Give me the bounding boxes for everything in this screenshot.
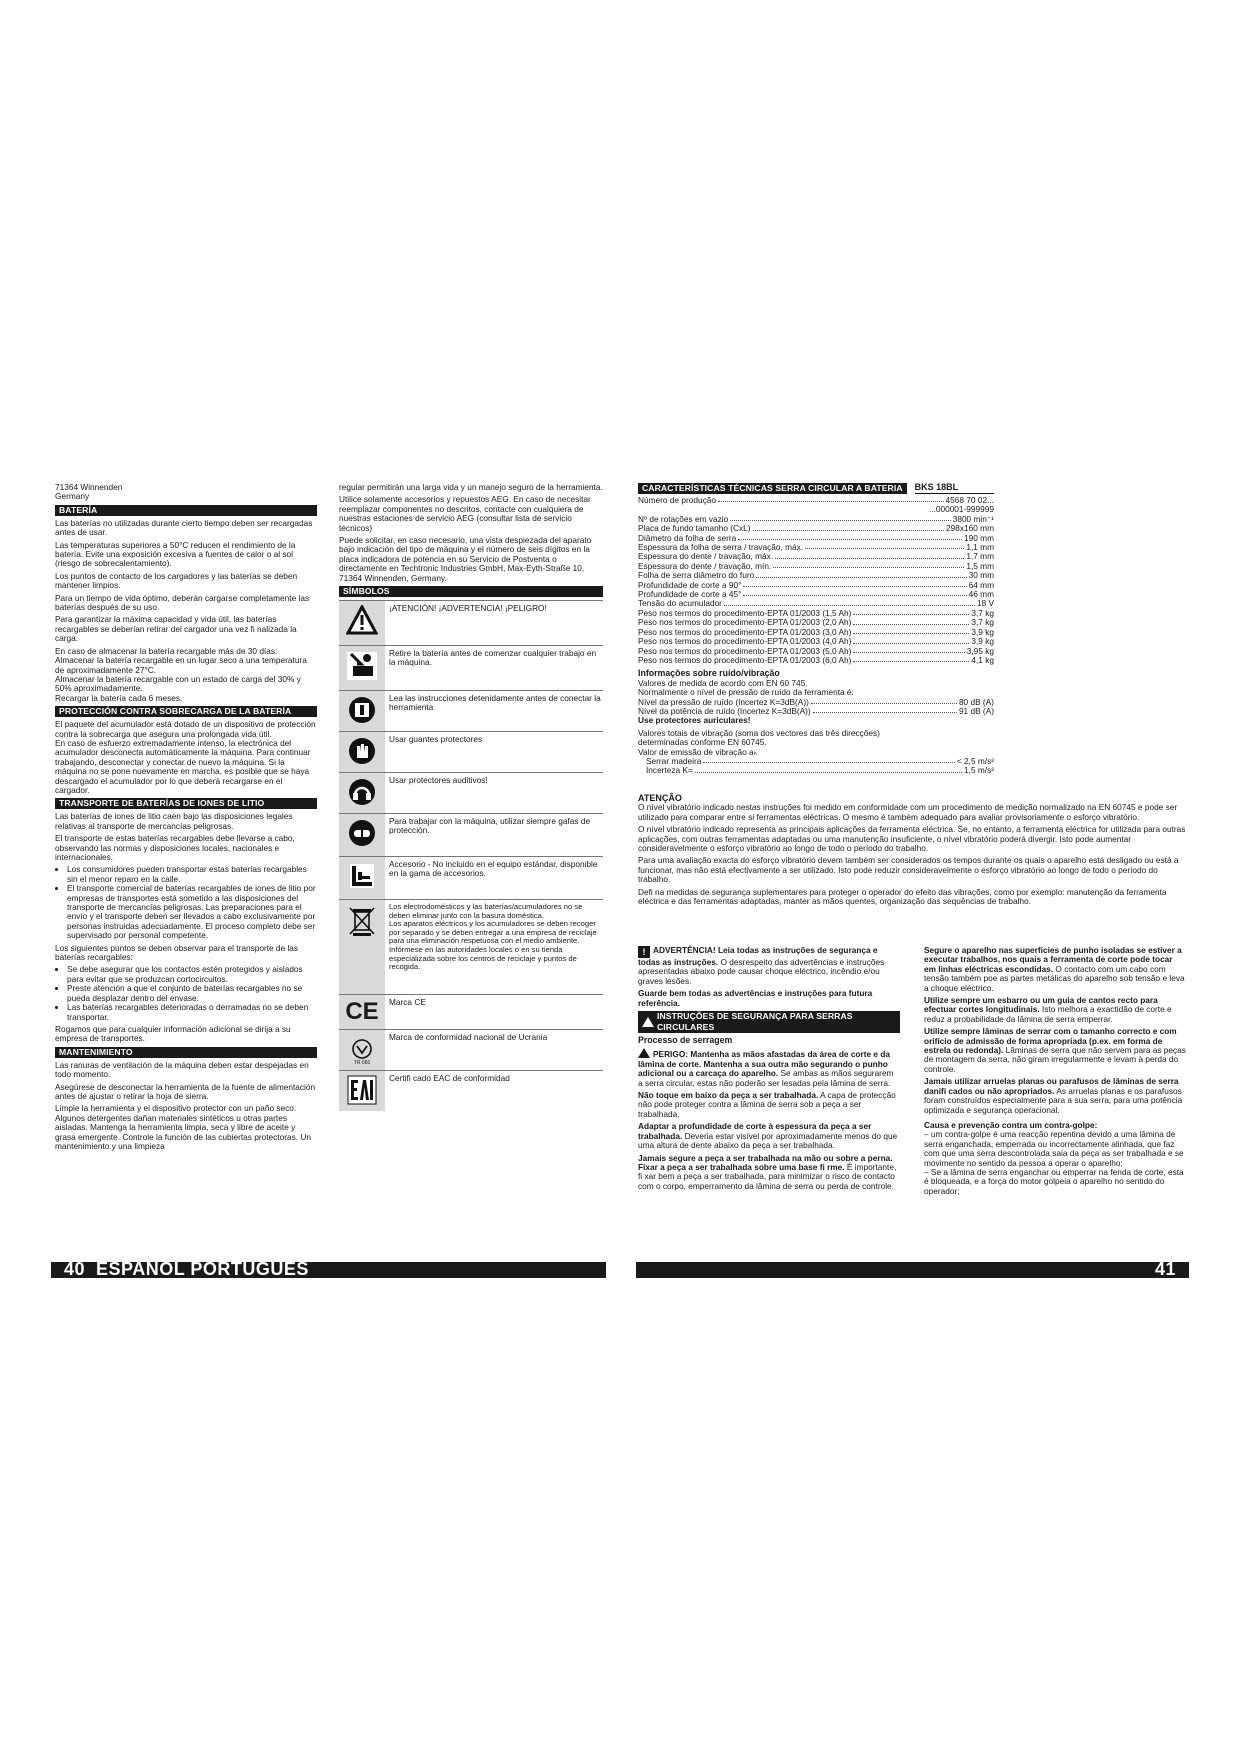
paragraph: Utilice solamente accesorios y repuestos AEG. En caso de necesitar reemplazar componentes no descritos, contacte con cualquiera de nuestras estaciones de servicio AEG (consultar lista de servicio técnicos) xyxy=(339,494,591,533)
footer-bar-right xyxy=(636,1262,1189,1278)
spec-value: 91 dB (A) xyxy=(958,706,994,716)
attention-block xyxy=(638,794,1186,909)
vibration-table xyxy=(638,757,994,776)
p2-bold: Adaptar a profundidade de corte à espessura da peça a ser trabalhada. xyxy=(638,1121,872,1141)
paragraph: Valores de medida de acordo com EN 60 745. Normalmente o nível de pressão de ruído da ferramenta é: xyxy=(638,677,854,698)
spec-row xyxy=(638,524,994,533)
leader-dots xyxy=(695,766,962,772)
conformity-code: TR 066 xyxy=(353,1060,371,1067)
spec-row xyxy=(638,496,994,505)
paragraph: Limpie la herramienta y el dispositivo protector con un paño seco. Algunos detergentes dañan materiales sintéticos u otras partes aisladas. Mantenga la herramienta limpia, seca y libre de aceite y grasa emergente. Controle la función de las cubiertas protectoras. Un mantenimiento y una limpieza xyxy=(55,1103,311,1151)
symbol-row xyxy=(339,691,603,732)
spec-label: Serrar madeira xyxy=(646,756,702,766)
ear-note: Use protectores auriculares! xyxy=(638,715,751,726)
section-header-battery: BATERÍA xyxy=(55,505,317,516)
spec-label: Profundidade de corte a 45° xyxy=(638,590,742,600)
spec-row xyxy=(638,618,994,627)
paragraph: Para garantizar la máxima capacidad y vida útil, las baterías recargables se deberían retirar del cargador una vez fi nalizada la carga. xyxy=(55,614,297,644)
p2-text: Deveria estar visível por aproximadamente menos do que uma altura de dente abaixo da peça a ser trabalhada. xyxy=(638,1130,898,1151)
list-item: • Las baterías recargables deterioradas o derramadas no se deben transportar. xyxy=(67,1003,317,1022)
symbol-text: Usar protectores auditivos! xyxy=(389,775,488,786)
address-line: 71364 Winnenden xyxy=(55,482,123,492)
danger-text: Se ambas as mãos segurarem a serra circular, estas não poderão ser lesadas pela lâmina de serra. xyxy=(638,1068,894,1088)
paragraph: Las baterías no utilizadas durante cierto tiempo deben ser recargadas antes de usar. xyxy=(55,517,313,538)
spec-row xyxy=(638,590,994,599)
paragraph: Los siguientes puntos se deben observar para el transporte de las baterías recargables: xyxy=(55,942,299,963)
p1-bold: Não toque em baixo da peça a ser trabalhada. xyxy=(638,1090,819,1101)
symbol-row xyxy=(339,857,603,900)
p3-text: Lâminas de serra que não servem para as peças de montagem da serra, não giram irregularmente e levam à perda do controle. xyxy=(924,1045,1186,1074)
spec-label: Peso nos termos do procedimento-EPTA 01/2003 (4,0 Ah) xyxy=(638,637,852,647)
paragraph: En caso de almacenar la batería recargable más de 30 días: Almacenar la batería recargable en un lugar seco a una temperatura de aproximadamente 27°C. Almacenar la batería recargable con un estado de carga del 30% y 50% aproximadamente. Recargar la batería cada 6 meses. xyxy=(55,645,307,703)
warning-paragraph xyxy=(638,946,900,986)
spec-value: 190 mm xyxy=(964,533,994,543)
p4-text: As arruelas planas e os parafusos foram construídos especialmente para a sua serra, para uma potência optimizada e segurança operacional. xyxy=(924,1085,1183,1115)
spec-label: Placa de fundo tamanho (CxL) xyxy=(638,524,751,534)
p3-bold: Jamais segure a peça a ser trabalhada na mão ou sobre a perna. Fixar a peça a ser trabalhada sobre uma base fi rme. xyxy=(638,1152,893,1172)
specs-block xyxy=(638,483,994,776)
left-column-1 xyxy=(55,483,317,1154)
paragraph: Las baterías de iones de litio caen bajo las disposiciones legales relativas al transporte de mercancías peligrosas. xyxy=(55,811,293,831)
p3-bold: Utilize sempre lâminas de serrar com o tamanho correcto e com orifício de admissão de forma apropriada (p.ex. em forma de estrela ou redonda). xyxy=(924,1026,1177,1056)
warning-bold: ADVERTÊNCIA! Leia todas as instruções de segurança e todas as instruções. xyxy=(638,945,878,967)
paragraph: Para uma avaliação exacta do esforço vibratório devem também ser considerados os tempos durante os quais o aparelho está desligado ou está a funcionar, mas não está efectivamente a ser utilizado. Isto pode reduzir consideravelmente o esforço vibratório ao longo de todo o período do trabalho. xyxy=(638,855,1179,885)
leader-dots xyxy=(738,534,962,540)
goggles-icon xyxy=(339,814,385,856)
p4-bold: Jamais utilizar arruelas planas ou parafusos de lâminas de serra danifi cados ou não apropriados. xyxy=(924,1076,1179,1096)
gloves-icon xyxy=(339,732,385,772)
right-lower-column-1 xyxy=(638,946,900,1194)
symbols-table xyxy=(339,600,603,1111)
attention-title: ATENÇÃO xyxy=(638,793,682,803)
p1-text: O contacto com um cabo com tensão também poe as partes metálicas do aparelho sob tensão e leva a choque eléctrico. xyxy=(924,963,1185,993)
spec-label: Peso nos termos do procedimento-EPTA 01/2003 (3,0 Ah) xyxy=(638,627,852,637)
symbol-row xyxy=(339,646,603,691)
spec-value: 1,7 mm xyxy=(966,552,994,562)
spec-row xyxy=(638,562,994,571)
spec-value: 1,5 m/s² xyxy=(964,766,994,776)
paragraph: Las ranuras de ventilación de la máquina deben estar despejadas en todo momento. xyxy=(55,1059,309,1080)
paragraph: Defi na medidas de segurança suplementares para proteger o operador do efeito das vibrações, como por exemplo: manutenção da ferramenta eléctrica e das ferramentas adaptadas, manter as mãos quentes, organização das sequências de trabalho. xyxy=(638,886,1167,907)
spec-label: Profundidade de corte a 90° xyxy=(638,580,742,590)
ear-protection-icon xyxy=(339,773,385,813)
spec-label: Espessura da folha de serra / travação, máx. xyxy=(638,543,804,553)
paragraph: El paquete del acumulador está dotado de un dispositivo de protección contra la sobrecarga que asegura una prolongada vida útil. En caso de esfuerzo extremadamente intenso, la electrónica del acumulador desconecta automáticamente la máquina. Para continuar trabajando, desconectar y conectar de nuevo la máquina. Si la máquina no se pone nuevamente en marcha, es posible que se haya descargado el acumulador por lo que deberá recargarse en el cargador. xyxy=(55,719,316,795)
spec-row xyxy=(638,552,994,561)
paragraph xyxy=(924,1077,1186,1115)
paragraph: – um contra-golpe é uma reacção repentina devido a uma lâmina de serra enganchada, emperrada ou incorrectamente alinhada, que faz com que uma serra descontrolada saia da peça as ser trabalhada e se movimente no sentido da pessoa a operar o aparelho; xyxy=(924,1129,1184,1168)
noise-title: Informações sobre ruído/vibração xyxy=(638,668,780,679)
paragraph: Para un tiempo de vida óptimo, deberán cargarse completamente las baterías después de su uso. xyxy=(55,592,310,613)
safety-header-label: INSTRUÇÕES DE SEGURANÇA PARA SERRAS CIRCULARES xyxy=(657,1011,853,1033)
spec-label: Incerteza K= xyxy=(646,766,693,776)
spec-label: Folha de serra diâmetro do furo xyxy=(638,571,755,581)
spec-row xyxy=(638,515,994,524)
spec-label: Diâmetro da folha de serra xyxy=(638,533,737,543)
specs-header-row xyxy=(638,483,994,494)
paragraph: Valores totais de vibração (soma dos vectores das três direcções) determinadas conforme EN 60745. Valor de emissão de vibração aₕ xyxy=(638,727,880,757)
symbol-text: ¡ATENCIÓN! ¡ADVERTENCIA! ¡PELIGRO! xyxy=(389,603,547,614)
warning-text: O desrespeito das advertências e instruções apresentadas abaixo pode causar choque eléctrico, incêndio e/ou graves lesões. xyxy=(638,957,885,986)
paragraph: El transporte de estas baterías recargables debe llevarse a cabo, observando las normas y disposiciones locales, nacionales e internacionales. xyxy=(55,833,295,862)
spec-row xyxy=(638,505,994,514)
spec-value: 3800 min⁻¹ xyxy=(952,514,994,524)
spec-label: Peso nos termos do procedimento-EPTA 01/2003 (6,0 Ah) xyxy=(638,655,852,665)
spec-value: < 2,5 m/s² xyxy=(956,756,994,766)
spec-value: 30 mm xyxy=(968,571,994,581)
section-header-transport: TRANSPORTE DE BATERÍAS DE IONES DE LITIO xyxy=(55,798,317,809)
paragraph xyxy=(638,1091,900,1119)
spec-value: ...000001-999999 xyxy=(928,505,994,515)
warning-icon: ! xyxy=(638,946,650,958)
spec-row xyxy=(638,571,994,580)
symbol-text: Certifi cado EAC de conformidad xyxy=(389,1073,510,1084)
leader-dots xyxy=(730,515,951,521)
leader-dots xyxy=(773,562,964,568)
spec-value: 80 dB (A) xyxy=(958,697,994,707)
spec-value: 4,1 kg xyxy=(971,655,994,665)
spec-row xyxy=(638,543,994,552)
symbol-text: Lea las instrucciones detenidamente antes de conectar la herramienta xyxy=(389,693,601,713)
symbol-text: Para trabajar con la máquina, utilizar siempre gafas de protección. xyxy=(389,816,591,836)
p1-text: A capa de protecção não pode proteger contra a lâmina de serra sob a peça a ser trabalhada. xyxy=(638,1090,896,1119)
symbol-row xyxy=(339,900,603,995)
symbol-text: Marca CE xyxy=(389,997,426,1008)
leader-dots xyxy=(853,656,969,662)
spec-value: 3,7 kg xyxy=(971,608,994,618)
spec-label: Espessura do dente / travação, máx. xyxy=(638,552,774,562)
leader-dots xyxy=(853,647,964,653)
kickback-title: Causa e prevenção contra um contra-golpe: xyxy=(924,1119,1098,1130)
list-item: • Los consumidores pueden transportar estas baterías recargables sin el menor reparo en la calle. xyxy=(67,865,317,884)
eac-mark-icon xyxy=(339,1071,385,1111)
spec-row xyxy=(638,698,994,707)
paragraph: regular permitirán una larga vida y un manejo seguro de la herramienta. xyxy=(339,482,603,492)
paragraph xyxy=(924,996,1186,1024)
symbol-text: Accesorio - No incluido en el equipo estándar, disponible en la gama de accesorios. xyxy=(389,859,598,879)
spec-value: 3,7 kg xyxy=(971,618,994,628)
spec-row xyxy=(638,581,994,590)
leader-dots xyxy=(853,628,969,634)
keep-note: Guarde bem todas as advertências e instruções para futura referência. xyxy=(638,988,873,1008)
list-item: • Preste atención a que el conjunto de baterías recargables no se pueda desplazar dentro del envase. xyxy=(67,984,317,1003)
paragraph: Las temperaturas superiores a 50°C reducen el rendimiento de la batería. Evite una exposición excesiva a fuentes de calor o al sol (riesgo de sobrecalentamiento). xyxy=(55,539,296,569)
battery-section xyxy=(55,519,317,703)
page-number-right: 41 xyxy=(1155,1259,1177,1279)
symbol-row xyxy=(339,995,603,1030)
danger-triangle-icon xyxy=(638,1048,650,1058)
spec-row xyxy=(638,534,994,543)
spec-value: 3,9 kg xyxy=(971,637,994,647)
accessory-icon xyxy=(339,857,385,899)
symbol-row xyxy=(339,1071,603,1111)
page-number-left: 40 ESPAÑOL PORTUGUES xyxy=(64,1259,309,1279)
leader-dots xyxy=(775,552,964,558)
leader-dots xyxy=(813,707,957,713)
spec-label: Tensão do acumulador xyxy=(638,599,722,609)
symbol-text: Marca de conformidad nacional de Ucrania xyxy=(389,1032,548,1043)
process-title: Processo de serragem xyxy=(638,1035,733,1046)
spec-value: 1,1 mm xyxy=(966,543,994,553)
spec-value: 18 V xyxy=(976,599,994,609)
spec-row xyxy=(638,647,994,656)
spec-value: 46 mm xyxy=(968,590,994,600)
spec-label: Nível da pressão de ruído (Incertez K=3dB(A)) xyxy=(638,697,809,707)
p2-bold: Utilize sempre um esbarro ou um guia de cantos recto para efectuar cortes longitudinais. xyxy=(924,995,1158,1015)
symbol-text: Usar guantes protectores xyxy=(389,734,483,745)
model-name: BKS 18BL xyxy=(915,483,994,493)
paragraph xyxy=(638,1122,900,1150)
leader-dots xyxy=(743,590,966,596)
leader-dots xyxy=(718,496,944,502)
symbol-row xyxy=(339,601,603,646)
paragraph: Los puntos de contacto de los cargadores y las baterías se deben mantener limpios. xyxy=(55,570,298,591)
symbol-row xyxy=(339,1030,603,1071)
spec-value: 64 mm xyxy=(968,580,994,590)
leader-dots xyxy=(743,581,966,587)
paragraph: Puede solicitar, en caso necesario, una vista despiezada del aparato bajo indicación del tipo de máquina y el número de seis dígitos en la placa indicadora de potencia en su Servicio de Postventa o directamente en Techtronic Industries GmbH, Max-Eyth-Straße 10, 71364 Winnenden, Germany. xyxy=(339,535,592,583)
spec-value: 3,95 kg xyxy=(966,646,994,656)
leader-dots xyxy=(753,524,944,530)
paragraph xyxy=(638,1154,900,1192)
symbol-text: Retire la batería antes de comenzar cualquier trabajo en la máquina. xyxy=(389,648,597,668)
spec-label: Peso nos termos do procedimento-EPTA 01/2003 (1,5 Ah) xyxy=(638,608,852,618)
spec-row xyxy=(646,757,994,766)
spec-label: Nº de rotações em vazio xyxy=(638,514,729,524)
leader-dots xyxy=(853,618,969,624)
right-lower-column-2 xyxy=(924,946,1186,1199)
left-column-2 xyxy=(339,483,603,1111)
leader-dots xyxy=(724,599,975,605)
spec-value: 3,9 kg xyxy=(971,627,994,637)
spec-row xyxy=(646,766,994,775)
paragraph: O nível vibratório indicado representa as principais aplicações da ferramenta eléctrica. Se, no entanto, a ferramenta eléctrica for utilizada para outras aplicações, com outras ferramentas adaptadas ou uma manutenção insuficiente, o nível vibratório poderá divergir. Isto pode aumentar consideravelmente o esforço vibratório ao longo de todo o período do trabalho. xyxy=(638,824,1186,854)
paragraph xyxy=(924,946,1186,993)
spec-row xyxy=(638,656,994,665)
leader-dots xyxy=(853,637,969,643)
symbol-row xyxy=(339,773,603,814)
section-header-safety xyxy=(638,1011,900,1033)
remove-battery-icon xyxy=(339,646,385,690)
spec-label: Nível da potência de ruído (Incertez K=3dB(A)) xyxy=(638,706,811,716)
p1-bold: Segure o aparelho nas superfícies de punho isoladas se estiver a executar trabalhos, nos quais a ferramenta de corte pode tocar em linhas eléctricas escondidas. xyxy=(924,945,1182,974)
bullet-list xyxy=(55,965,317,1021)
symbol-row xyxy=(339,732,603,773)
warning-triangle-icon xyxy=(642,1017,654,1027)
paragraph: Rogamos que para cualquier información adicional se dirija a su empresa de transportes. xyxy=(55,1023,291,1044)
leader-dots xyxy=(703,757,955,763)
spec-value: 4568 70 02... xyxy=(945,496,994,505)
section-header-overload: PROTECCIÓN CONTRA SOBRECARGA DE LA BATERÍA xyxy=(55,706,317,717)
ukraine-conformity-icon xyxy=(339,1030,385,1070)
spec-value: 298x160 mm xyxy=(946,524,994,534)
leader-dots xyxy=(805,543,964,549)
weee-bin-icon xyxy=(339,900,385,994)
section-header-maintenance: MANTENIMIENTO xyxy=(55,1047,317,1058)
spec-table xyxy=(638,496,994,665)
list-item: • Se debe asegurar que los contactos estén protegidos y aislados para evitar que se produzcan cortocircuitos. xyxy=(67,965,317,984)
spec-label: Peso nos termos do procedimento-EPTA 01/2003 (2,0 Ah) xyxy=(638,618,852,628)
warning-triangle-icon xyxy=(339,601,385,645)
list-item: • El transporte comercial de baterías recargables de iones de litio por empresas de transportes está sometido a las disposiciones del transporte de mercancías peligrosas. Las preparaciones para el envío y el transporte deben ser llevados a cabo exclusivamente por personas instruidas adecuadamente. El proceso completo debe ser supervisado por personal competente. xyxy=(67,884,317,940)
noise-table xyxy=(638,698,994,717)
leader-dots xyxy=(640,505,927,511)
ce-mark-icon: CE xyxy=(339,995,385,1029)
leader-dots xyxy=(811,698,957,704)
danger-bold: PERIGO: Mantenha as mãos afastadas da área de corte e da lâmina de corte. Mantenha a sua outra mão segurando o punho adicional ou a carcaça do aparelho. xyxy=(638,1049,891,1079)
spec-value: 1,5 mm xyxy=(966,561,994,571)
paragraph: O nível vibratório indicado nestas instruções foi medido em conformidade com um procedimento de medição normalizado na EN 60745 e pode ser utilizado para comparar entre si ferramentas eléctricas. O mesmo é também adequado para avaliar provisoriamente o esforço vibratório. xyxy=(638,802,1178,822)
specs-header: CARACTERÍSTICAS TÉCNICAS SERRA CIRCULAR A BATERIA xyxy=(638,483,907,494)
spec-row xyxy=(638,628,994,637)
p3-text: É importante, fi xar bem a peça a ser trabalhada, para minimizar o risco de contacto com o corpo, emperramento da lâmina de serra ou perda de controle. xyxy=(638,1161,897,1191)
read-manual-icon xyxy=(339,691,385,731)
paragraph: – Se a lâmina de serra enganchar ou emperrar na fenda de corte, esta é bloqueada, e a força do motor golpeia o aparelho no sentido do operador; xyxy=(924,1166,1184,1196)
address-line: Germany xyxy=(55,491,90,502)
paragraph: Asegúrese de desconectar la herramienta de la fuente de alimentación antes de ajustar o retirar la hoja de sierra. xyxy=(55,1081,316,1101)
leader-dots xyxy=(756,571,966,577)
leader-dots xyxy=(853,609,969,615)
section-header-symbols: SÍMBOLOS xyxy=(339,586,603,597)
spec-label: Peso nos termos do procedimento-EPTA 01/2003 (5,0 Ah) xyxy=(638,646,852,656)
spec-label: Espessura do dente / travação, mín. xyxy=(638,561,772,571)
spec-row xyxy=(638,609,994,618)
paragraph xyxy=(924,1027,1186,1074)
bullet-list xyxy=(55,865,317,940)
spec-label: Número de produção xyxy=(638,496,716,505)
symbol-text: Los electrodomésticos y las baterías/acumuladores no se deben eliminar junto con la basura doméstica. Los aparatos eléctricos y los acumuladores se deben recoger por separado y se deben entregar a una empresa de reciclaje para una eliminación respetuosa con el medio ambiente. Infórmese en las autoridades locales o en su tienda especializada sobre los centros de reciclaje y puntos de recogida. xyxy=(389,902,597,972)
spec-row xyxy=(638,637,994,646)
symbol-row xyxy=(339,814,603,857)
p2-text: Isto melhora a exactidão de corte e reduz a probabilidade da lâmina de serra emperrar. xyxy=(924,1004,1172,1024)
danger-paragraph xyxy=(638,1048,900,1088)
spec-row xyxy=(638,599,994,608)
